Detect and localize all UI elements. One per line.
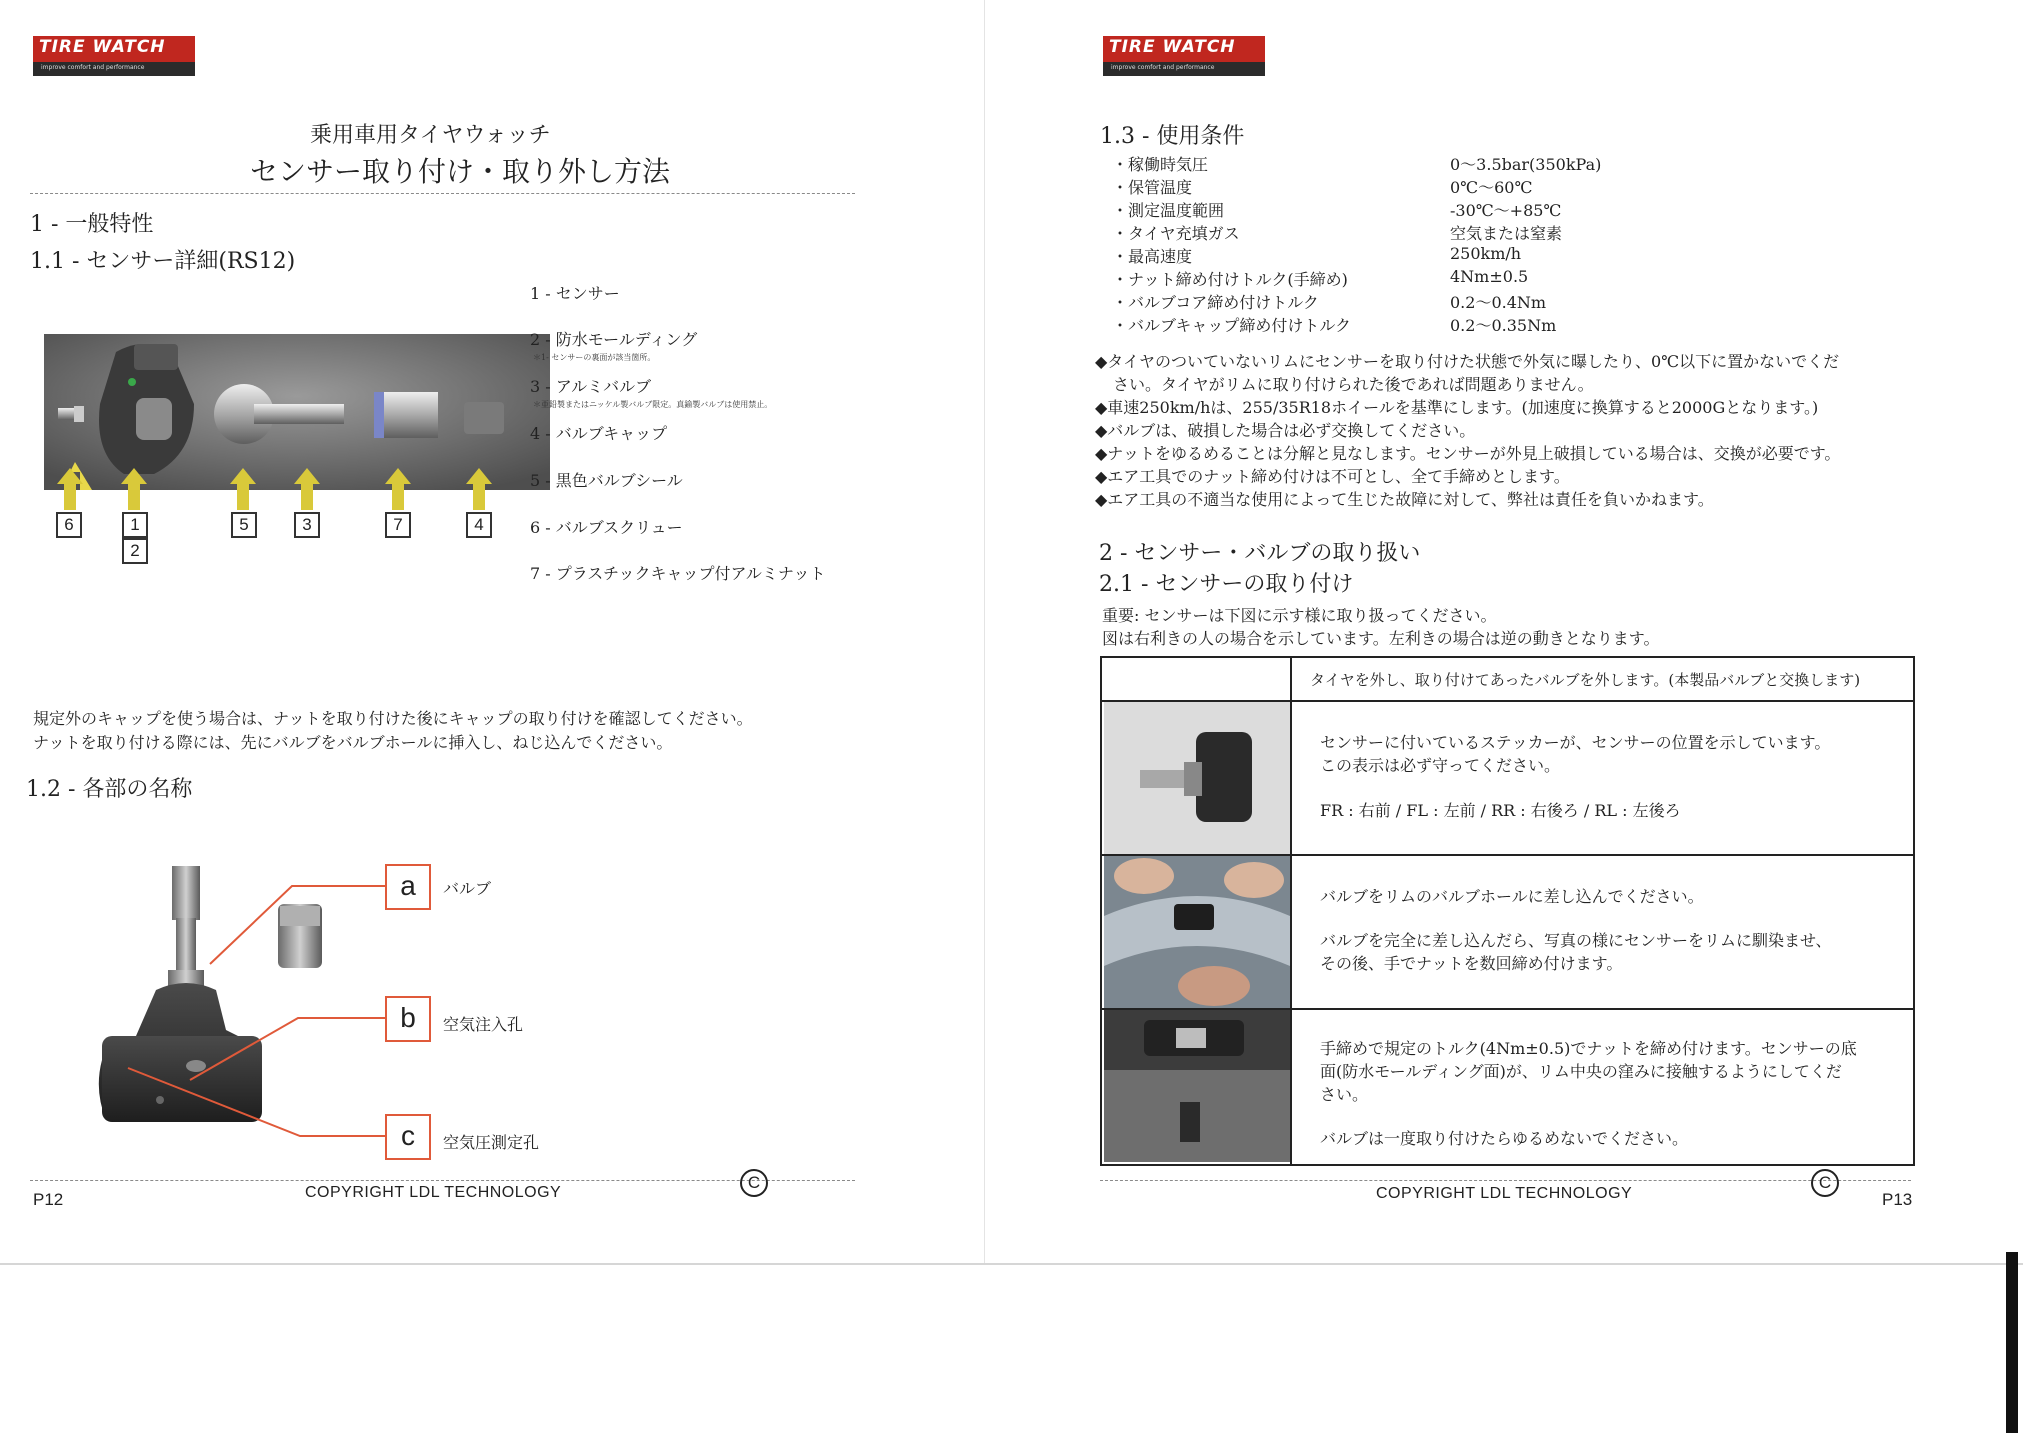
- callout-a-label: バルブ: [443, 879, 492, 898]
- arrow-icons: [44, 334, 550, 490]
- spec-value: 0.2～0.4Nm: [1450, 293, 1547, 312]
- parts-note: ＊亜鉛製またはニッケル製バルブ限定。真鍮製バルブは使用禁止。: [533, 400, 773, 409]
- page-right: [985, 0, 2023, 1265]
- photo-label-1: 1: [122, 512, 148, 538]
- photo-label-7: 7: [385, 512, 411, 538]
- spec-value: 250km/h: [1450, 244, 1522, 263]
- arrow-row: [44, 468, 550, 510]
- caution-bullet: ◆タイヤのついていないリムにセンサーを取り付けた状態で外気に曝したり、0℃以下に置かないでくだ: [1095, 352, 1840, 371]
- valve-insert-photo: [1104, 856, 1290, 1008]
- photo-label-5: 5: [231, 512, 257, 538]
- row3-text: 面(防水モールディング面)が、リム中央の窪みに接触するようにしてくだ: [1320, 1062, 1842, 1081]
- copyright-text: COPYRIGHT LDL TECHNOLOGY: [305, 1184, 562, 1201]
- section-heading-2: 2 - センサー・バルブの取り扱い: [1099, 541, 1421, 566]
- spec-key: ・タイヤ充填ガス: [1112, 224, 1240, 243]
- spec-value: 空気または窒素: [1450, 224, 1563, 243]
- row1-text: この表示は必ず守ってください。: [1320, 756, 1561, 775]
- section-heading-2-1: 2.1 - センサーの取り付け: [1099, 572, 1354, 597]
- row3-text: 手締めで規定のトルク(4Nm±0.5)でナットを締め付けます。センサーの底: [1320, 1039, 1857, 1058]
- page-number: P12: [33, 1190, 64, 1209]
- spec-key: ・最高速度: [1112, 247, 1193, 266]
- footer-divider: [1100, 1180, 1911, 1181]
- parts-item: 3 - アルミバルブ: [530, 377, 652, 396]
- row2-text: バルブを完全に差し込んだら、写真の様にセンサーをリムに馴染ませ、: [1320, 931, 1832, 950]
- spec-key: ・保管温度: [1112, 178, 1193, 197]
- callout-c: c: [385, 1114, 431, 1160]
- section-heading-1-3: 1.3 - 使用条件: [1100, 124, 1245, 149]
- nut-tighten-photo: [1104, 1010, 1290, 1162]
- callout-b: b: [385, 996, 431, 1042]
- spec-key: ・バルブコア締め付けトルク: [1112, 293, 1319, 312]
- important-note: 図は右利きの人の場合を示しています。左利きの場合は逆の動きとなります。: [1102, 629, 1660, 648]
- spec-value: 0～3.5bar(350kPa): [1450, 155, 1602, 174]
- spec-value: 4Nm±0.5: [1450, 267, 1529, 286]
- title-divider: [30, 193, 855, 194]
- scan-margin-strip: [2006, 1252, 2018, 1433]
- table-header: タイヤを外し、取り付けてあったバルブを外します。(本製品バルブと交換します): [1310, 671, 1861, 689]
- section-heading-1-1: 1.1 - センサー詳細(RS12): [30, 249, 296, 274]
- sensor-parts-photo: [44, 334, 550, 490]
- caution-bullet: ◆エア工具でのナット締め付けは不可とし、全て手締めとします。: [1095, 467, 1570, 486]
- parts-item: 2 - 防水モールディング: [530, 330, 698, 349]
- spec-key: ・測定温度範囲: [1112, 201, 1225, 220]
- photo-label-3: 3: [294, 512, 320, 538]
- callout-c-label: 空気圧測定孔: [443, 1133, 540, 1152]
- tire-watch-logo: TIRE WATCH improve comfort and performance: [1103, 36, 1265, 76]
- spec-key: ・稼働時気圧: [1112, 155, 1209, 174]
- procedure-table: [1100, 656, 1915, 1166]
- sensor-sticker-photo: [1104, 702, 1290, 854]
- section-heading-1: 1 - 一般特性: [30, 212, 154, 237]
- caution-bullet: ◆バルブは、破損した場合は必ず交換してください。: [1095, 421, 1476, 440]
- tire-watch-logo: TIRE WATCH improve comfort and performance: [33, 36, 195, 76]
- important-note: 重要: センサーは下図に示す様に取り扱ってください。: [1102, 606, 1497, 625]
- row2-text: その後、手でナットを数回締め付けます。: [1320, 954, 1623, 973]
- spec-value: -30℃～+85℃: [1450, 201, 1562, 220]
- caution-bullet: ◆車速250km/hは、255/35R18ホイールを基準にします。(加速度に換算すると2000Gとなります。): [1095, 398, 1819, 417]
- parts-note: ＊1- センサーの裏面が該当箇所。: [533, 353, 656, 362]
- spec-value: 0℃～60℃: [1450, 178, 1533, 197]
- photo-label-4: 4: [466, 512, 492, 538]
- column-divider: [1290, 658, 1292, 1164]
- parts-item: 4 - バルブキャップ: [530, 424, 668, 443]
- paragraph: ナットを取り付ける際には、先にバルブをバルブホールに挿入し、ねじ込んでください。: [33, 733, 673, 752]
- paragraph: 規定外のキャップを使う場合は、ナットを取り付けた後にキャップの取り付けを確認してください。: [33, 709, 753, 728]
- row2-text: バルブをリムのバルブホールに差し込んでください。: [1320, 887, 1704, 906]
- parts-item: 7 - プラスチックキャップ付アルミナット: [530, 564, 826, 583]
- row1-text: FR : 右前 / FL : 左前 / RR : 右後ろ / RL : 左後ろ: [1320, 801, 1681, 820]
- callout-b-label: 空気注入孔: [443, 1015, 524, 1034]
- page-title: センサー取り付け・取り外し方法: [250, 155, 671, 188]
- spec-key: ・ナット締め付けトルク(手締め): [1112, 270, 1348, 289]
- row3-text: さい。: [1320, 1085, 1369, 1104]
- row1-text: センサーに付いているステッカーが、センサーの位置を示しています。: [1320, 733, 1831, 752]
- title-small: 乗用車用タイヤウォッチ: [310, 123, 551, 148]
- page-number: P13: [1882, 1190, 1913, 1209]
- caution-bullet: ◆エア工具の不適当な使用によって生じた故障に対して、弊社は責任を負いかねます。: [1095, 490, 1714, 509]
- copyright-symbol: C: [1811, 1169, 1839, 1197]
- parts-item: 6 - バルブスクリュー: [530, 518, 683, 537]
- row3-text: バルブは一度取り付けたらゆるめないでください。: [1320, 1129, 1689, 1148]
- callout-a: a: [385, 864, 431, 910]
- section-heading-1-2: 1.2 - 各部の名称: [26, 777, 193, 802]
- caution-bullet: さい。タイヤがリムに取り付けられた後であれば問題ありません。: [1113, 375, 1594, 394]
- parts-item: 5 - 黒色バルブシール: [530, 471, 683, 490]
- page-left: [0, 0, 985, 1265]
- copyright-symbol: C: [740, 1169, 768, 1197]
- photo-label-6: 6: [56, 512, 82, 538]
- copyright-text: COPYRIGHT LDL TECHNOLOGY: [1376, 1185, 1633, 1202]
- footer-divider: [30, 1180, 855, 1181]
- callout-lines: [100, 860, 400, 1150]
- parts-item: 1 - センサー: [530, 284, 620, 303]
- caution-bullet: ◆ナットをゆるめることは分解と見なします。センサーが外見上破損している場合は、交換が必要です。: [1095, 444, 1841, 463]
- spec-key: ・バルブキャップ締め付けトルク: [1112, 316, 1352, 335]
- spec-value: 0.2～0.35Nm: [1450, 316, 1557, 335]
- photo-label-2: 2: [122, 538, 148, 564]
- scan-edge: [0, 1263, 2023, 1265]
